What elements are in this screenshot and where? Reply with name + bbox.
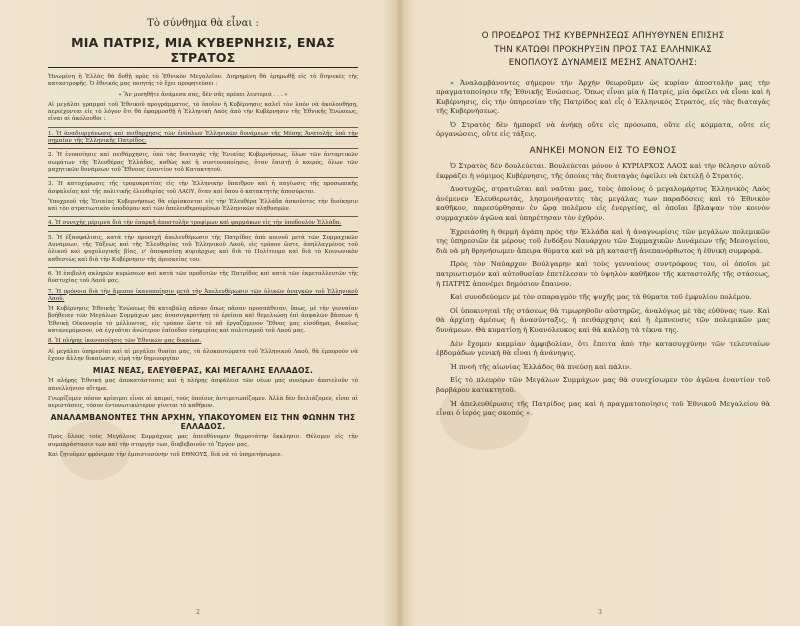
paragraph: Ὁ Στρατὸς δὲν ἠμπορεῖ νὰ ἀνήκῃ οὔτε εἰς πρόσωπα, οὔτε εἰς κόμματα, οὔτε εἰς ὀργανώσεις, οὔτε εἰς τάξεις. — [436, 120, 770, 139]
program-item: 4. Ἡ συνεχὴς μέριμνα διὰ τὴν ἐπαρκῆ ἀποστολὴν τροφίμων καὶ φαρμάκων εἰς τὴν ὑποδουλὸν Ἑλλάδα. — [48, 220, 342, 227]
paragraph: Αἱ μεγάλαι ὑπηρεσίαι καὶ αἱ μεγάλαι θυσίαι μας, τὰ ἀλοκαυτώματα τοῦ Ἑλληνικοῦ Λαοῦ, θὰ ἐμπορούν νὰ ἔχουν ἄλλην δικαίωσιν, εἰμὴ τὴν δημιουργίαν — [48, 348, 358, 362]
caps-statement: ΑΝΑΛΑΜΒΑΝΟΝΤΕΣ ΤΗΝ ΑΡΧΗΝ, ΥΠΑΚΟΥΟΜΕΝ ΕΙΣ ΤΗΝ ΦΩΝΗΝ ΤΗΣ ΕΛΛΑΔΟΣ. — [50, 413, 356, 432]
caps-statement: ΜΙΑΣ ΝΕΑΣ, ΕΛΕΥΘΕΡΑΣ, ΚΑΙ ΜΕΓΑΛΗΣ ΕΛΛΑΔΟΣ. — [92, 366, 314, 376]
paragraph: Καὶ συνοδεύομεν μὲ τὸν σπαραγμὸν τῆς ψυχῆς μας τὰ θύματα τοῦ ἐμφυλίου πολέμου. — [450, 293, 752, 302]
paragraph: Ἡ πλήρης Ἐθνική μας ἀποκατάστασις καὶ ἡ πλήρης ἀσφάλεια τῶν νέων μας συνόρων ἀποτελοῦν τὸ πανελλήνιον αἴτημα. — [48, 378, 358, 392]
paragraph: Δὲν ἔχομεν καμμίαν ἀμφιβολίαν, ὅτι ἔπειτα ἀπὸ τὴν κατασυγχύνην τῶν τελευταίων ἑβδομάδων γενικὴ θὰ εἶναι ἡ ἀνάνηψις. — [436, 339, 770, 358]
paragraph: Καὶ ζητοῦμεν φρόνιμον τὴν ἐμπιστοσύνην τοῦ ΕΘΝΟΥΣ, διὰ νὰ τὸ ὑπηρετήσωμεν. — [48, 451, 283, 458]
title-line: ΤΗΝ ΚΑΤΩΘΙ ΠΡΟΚΗΡΥΞΙΝ ΠΡΟΣ ΤΑΣ ΕΛΛΗΝΙΚΑΣ — [494, 44, 712, 55]
paragraph: Αἱ μεγάλαι γραμμαὶ τοῦ Ἐθνικοῦ προγράμματος, τὸ ὁποῖον ἡ Κυβέρνησις καλεῖ τὸν λαόν νὰ ἀκολουθήσῃ, περιέχονται εἰς τὸ λόγον ὅτι θὰ ἐφαρμοσθῇ ἡ Ἑλληνικὴ Λαὸς ἀπὸ τὴν Κυβέρνησιν τῆς Ἐθνικῆς Ἑνώσεως, εἶναι αἱ ἀκόλουθοι : — [48, 101, 358, 123]
program-item: 8. Ἡ πλήρης ἱκανοποίησις τῶν Ἐθνικῶν μας δικαίων. — [48, 338, 202, 345]
paragraph: Ὁ Στρατὸς δὲν δουλεύεται. Βουλεύεται μόνον ὁ ΚΥΡΙΑΡΧΟΣ ΛΑΟΣ καὶ τὴν θέλησιν αὐτοῦ ἐκφράζει ἡ νόμιμος Κυβέρνησις, τῆς ὁποίας τὰς διαταγὰς ὀφείλει νὰ ἐκτελῇ ὁ Στρατός. — [436, 162, 770, 180]
paragraph: Ἡνωμένη ἡ Ἑλλὰς θὰ δοθῇ πρὸς τὸ Ἐθνικὸν Μεγαλεῖον. Διηρημένη θὰ ἐρημωθῇ εἰς τὸ διηνεκὲς τῆς καταστροφῆς. Ὁ ἔθνικός μας ποιητής τὸ ἔχει προφητεύσει : — [48, 74, 358, 88]
divider — [48, 148, 358, 149]
program-item: 6. Ἡ ἐπιβολὴ σκληρῶν κυρώσεων καὶ κατὰ τῶν προδοτῶν τῆς Πατρίδος καὶ κατὰ τῶν ἐκμεταλλευτῶν τῆς δυστυχίας τοῦ Λαοῦ μας. — [48, 270, 358, 285]
paragraph: Εἰς τὸ πλευρὸν τῶν Μεγάλων Συμμάχων μας θὰ συνεχίσωμεν τὸν ἀγῶνα ἐναντίον τοῦ βαρβάρου κατακτητοῦ. — [436, 376, 770, 394]
divider — [48, 177, 358, 178]
program-item: 2. Ἡ ἐνοποίησις καὶ πειθάρχησις, ὑπὸ τὰς διαταγὰς τῆς Ἐνιαίας Κυβερνήσεως, ὅλων τῶν ἀνταρτικῶν σωμάτων τῆς Ἐλευθέρας Ἑλλάδος, καθὼς καὶ ἡ συντονοποίησις, ὅταν ἔπιστῇ ὁ καιρός, ὅλων τῶν μαχητικῶν δυνάμεων τοῦ Ἔθνους ἐναντίον τοῦ Κατακτητοῦ. — [48, 152, 358, 173]
section-heading: ΑΝΗΚΕΙ ΜΟΝΟΝ ΕΙΣ ΤΟ ΕΘΝΟΣ — [529, 146, 677, 157]
page-number: 3 — [598, 609, 602, 616]
paragraph: Γνωρίζομεν πόσον κρίσιμοι εἶναι αἱ καιροί, τοὺς ὁποίους ἀντιμετωπίζομεν. Ἀλλὰ δὲν δειλιάζομεν, εἶναι αἱ περιστάσεις, τόσον ἐντονωτικώτερον γίνεται τὸ καθῆκον. — [48, 395, 358, 410]
divider — [48, 127, 358, 128]
divider — [48, 231, 358, 232]
paragraph: Ἡ πνοὴ τῆς αἰωνίας Ἑλλάδος θὰ πνεύσῃ καὶ πάλιν. — [450, 362, 632, 371]
paragraph: Δυστυχῶς, στρατιῶται καὶ ναῦται μας, τοὺς ὁποίους ὁ μεγαλομάρτυς Ἑλληνικὸς Λαὸς ἀνέμενεν Ἐλευθερωτάς, λησμονήσαντες τὰς μεγάλας των παραδόσεις καὶ τὸ Ἐθνικὸν καθῆκον, παρεσύρθησαν ἐν ὥρᾳ πολέμου εἰς ἐνεργείας, αἱ ὁποῖαι ἔβλαψαν τὸν κοινὸν συμμαχικὸν ἀγῶνα καὶ ὑπηρέτησαν τὸν ἐχθρόν. — [436, 185, 770, 223]
paragraph: Πρὸς ὅλους τοὺς Μεγάλους Συμμάχους μας ἀπευθύνομεν θερμοτάτην ἔκκλησιν. Θέλομεν εἰς τὴν συμπαράστασιν των καὶ τὴν στοργήν των, διαβεβαιοῦν τὸ Ἔργον μας. — [48, 434, 358, 448]
page-number: 2 — [196, 609, 200, 616]
paragraph: Ἡ ἀπελευθέρωσις τῆς Πατρίδος μας καὶ ἡ πραγματοποίησις τοῦ Ἐθνικοῦ Μεγαλείου θὰ εἶναι ὁ ἱερός μας σκοπός ». — [436, 399, 770, 418]
intro-line: Τὸ σύνθημα θὰ εἶναι : — [147, 18, 259, 29]
divider — [48, 216, 358, 217]
title-line: Ο ΠΡΟΕΔΡΟΣ ΤΗΣ ΚΥΒΕΡΝΗΣΕΩΣ ΑΠΗΥΘΥΝΕΝ ΕΠΙΣΗΣ — [481, 31, 725, 41]
proclamation-title — [436, 30, 770, 71]
quote-line: « Ἂν μισηθῆτε ἀνάμεσα σας, δὲν σᾶς πρέπει λευτεριά . . . » — [118, 91, 288, 98]
program-item: 5. Ἡ ἐξασφάλισις, κατὰ τὴν προσεχῆ ἀπελευθέρωσιν τῆς Πατρίδος ἀπὸ κοινοῦ μετὰ τῶν Συμμαχικῶν Δυνάμεων, τῆς Τάξεως καὶ τῆς Ἐλευθερίας τοῦ Ἑλληνικοῦ Λαοῦ, εἰς τρόπον ὥστε, ἀπηλλαγμένος τοῦ ὀλικοῦ καὶ ψυχολογικῆς βίας, ν' ἀποφασίσῃ κυριάρχως καὶ διὰ τὸ Πολίτευμα καὶ διὰ τὸ Κοινωνικὸν καθεστὼς καὶ διὰ τὴν Κυβέρνησιν τῆς ἀρεσκείας του. — [48, 234, 358, 263]
motto-heading: ΜΙΑ ΠΑΤΡΙΣ, ΜΙΑ ΚΥΒΕΡΝΗΣΙΣ, ΕΝΑΣ ΣΤΡΑΤΟΣ — [48, 35, 358, 68]
paragraph: Ἐχρειάσθη ἡ θερμὴ ἀγάπη πρὸς τὴν Ἑλλάδα καὶ ἡ ἀναγνωρίσις τῶν μεγάλων πολεμικῶν της ὑπηρεσιῶν ἐκ μέρους τοῦ ἐνδόξου Ναυάρχου τῶν Συμμαχικῶν Δυνάμεων τῆς Μεσογείου, διὰ νὰ μὴ θρηνήσωμεν ἄπειρα θύματα καὶ νὰ μὴ καταστῇ ἀνεπανόρθωτος ἡ ἐθνικὴ συμφορά. — [436, 227, 770, 255]
paragraph: Ἡ Κυβέρνησις Ἐθνικῆς Ἑνώσεως θὰ καταβάλῃ πᾶσαν ὅπως πᾶσαν προσπάθειαν, ὅπως, μὲ τὴν γενναίαν βοήθειαν τῶν Μεγάλων Συμμάχων μας ἀνασυγκροτήσῃ τὸ ἐρείπια καὶ θεμελιώσῃ ἐπὶ ἀσφαλῶν βάσεων ἡ Ἐθνικὴ Οἰκονομία τὸ μέλλοντος, εἰς τρόπον ὥστε τὸ πᾶ ἐργαζόμενον Ἔθνος μας εἰσόδημα, δικαίως κατανεμόμενον, νὰ ἐγγυᾶται ἀνώτερον ἐπίπεδον εὐημερίας καὶ πολιτισμοῦ τοῦ Λαοῦ μας. — [48, 306, 358, 335]
paragraph: Πρὸς τὸν Ναύαρχον Βούλγαρην καὶ τοὺς γενναίους συντρόφους του, οἱ ὁποῖοι μὲ πατριωτισμὸν καὶ αὐτοθυσίαν ἐπετέλεσαν τὸ ὑψηλὸν καθῆκον τῆς καταστολῆς τῆς στάσεως, ἡ ΠΑΤΡΙΣ ἀπονέμει δημόσιον ἔπαινον. — [436, 260, 770, 288]
right-page — [402, 0, 800, 626]
program-item: 3. Ἡ κατοχύρωσις τῆς τρομοκρατίας εἰς τὴν Ἑλληνικὴν ὕπαιθρον καὶ ἡ παγίωσις τῆς προσωπικῆς ἀσφαλείας καὶ τῆς πολιτικῆς ἐλευθερίας τοῦ ΛΑΟΥ, ὅταν καὶ ὅπου ὁ κατακτητὴς ἀποσύρεται. — [48, 181, 358, 195]
title-line: ΕΝΟΠΛΟΥΣ ΔΥΝΑΜΕΙΣ ΜΕΣΗΣ ΑΝΑΤΟΛΗΣ: — [508, 58, 698, 68]
program-item: 1. Ἡ ἀναδιοργάνωσις καὶ πειθαρχησις τῶν ἐνόπλων Ἑλληνικῶν δυνάμεων τῆς Μέσης Ἀνατολῆς ὑπὸ τὴν σημαίαν τῆς Ἑλληνικῆς Πατρίδος. — [48, 130, 358, 145]
program-item: 7. Ἡ πρόνοια διὰ τὴν ἄμεσον ἱκανοποίησιν μετὰ τὴν Ἀπελευθέρωσιν τῶν ὑλικῶν ἀναγκῶν τοῦ Ἑλληνικοῦ Λαοῦ. — [48, 288, 358, 302]
paragraph: « Ἀναλαμβάνοντες σήμερον τὴν Ἀρχὴν θεωροῦμεν ὡς κυρίαν ἀποστολήν μας τὴν πραγματοποίησιν τῆς Ἐθνικῆς Ἑνώσεως. Ὅπως εἶναι μία ἡ Πατρίς, μία ὀφείλει νὰ εἶναι καὶ ἡ Κυβέρνησις, εἰς τὴν ὑπηρεσίαν τῆς Πατρίδος καὶ εἷς ὁ Ἑλληνικὸς Στρατός, εἰς τὰς διαταγὰς τῆς Κυβερνήσεως. — [436, 78, 770, 116]
left-page — [0, 0, 398, 626]
divider — [48, 267, 358, 268]
paragraph: Οἱ ὑποκινηταὶ τῆς στάσεως θὰ τιμωρηθοῦν αὐστηρῶς, ἀναλόγως μὲ τὰς εὐθύνας των. Καὶ θὰ ἀρχίσῃ ἀμέσως ἡ ἀνασύνταξις, ἡ πειθάρχησις καὶ ἡ ἐμπνευσις τῶν πολεμικῶν μας δυνάμεων. Θὰ κυματίσῃ ἡ Κυανόλευκος καὶ θὰ καλέσῃ τὰ τέκνα της. — [436, 306, 770, 334]
paragraph: Ὑποχρεοῦ τῆς Ἐνιαίας Κυβερνήσεως θὰ εὑρίσκονται εἰς τὴν Ἐλευθέρα Ἑλλάδα ἀσκοῦντες τὴν διοίκησιν καὶ τὸν στρατιωτικὸν ὑποδόμαν καὶ τῶν ἀπελευθερουμένων Ἑλληνικῶν πληθυσμῶν. — [48, 198, 358, 213]
